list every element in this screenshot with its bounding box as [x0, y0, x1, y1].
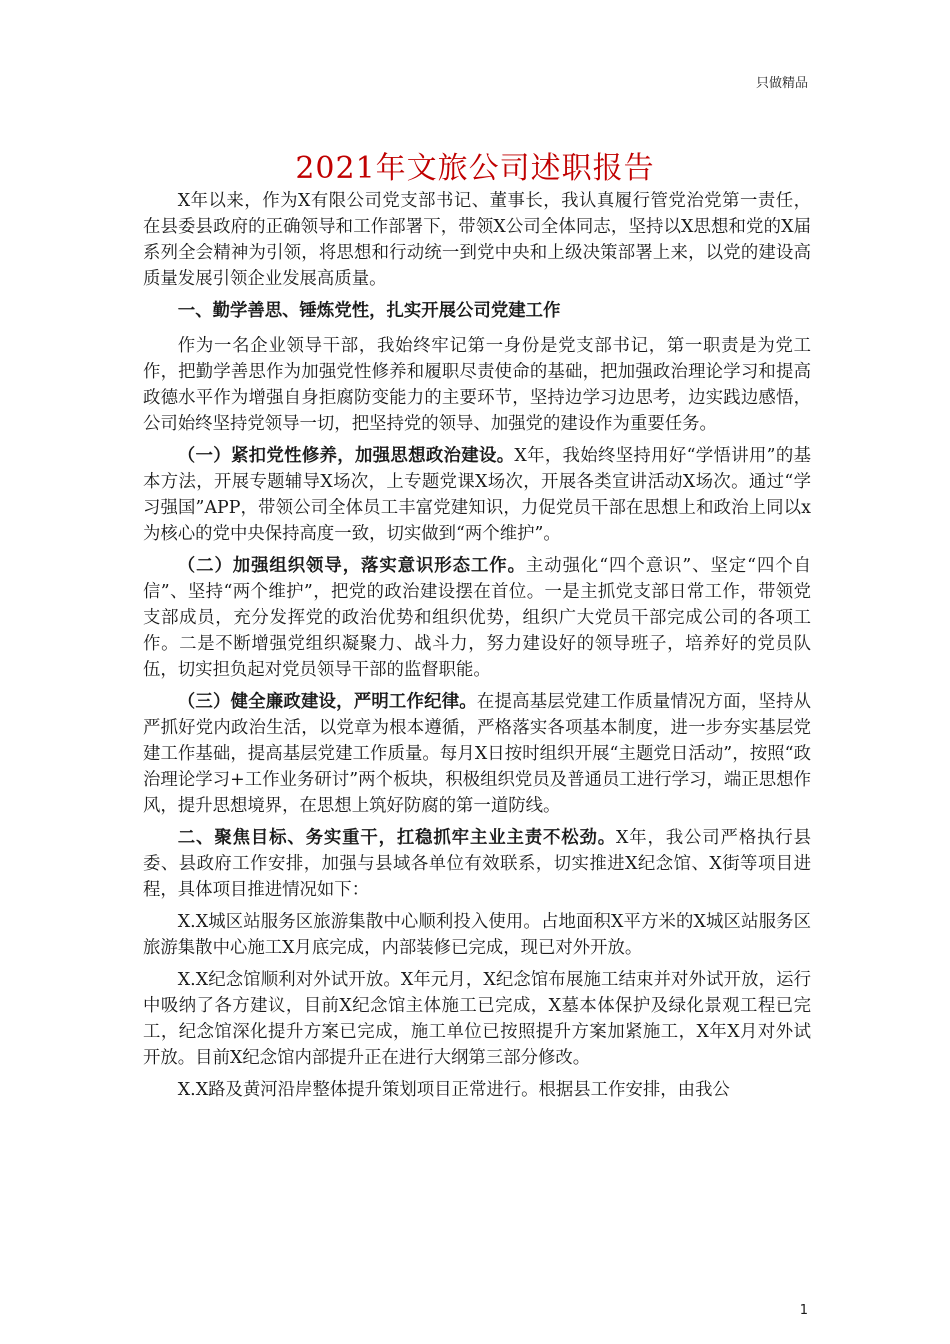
paragraph-subsection-1: （一）紧扣党性修养，加强思想政治建设。X年，我始终坚持用好“学悟讲用”的基本方法，开展专题辅导X场次，上专题党课X场次，开展各类宣讲活动X场次。通过“学习强国”APP，带领公司全体员工丰富党建知识，力促党员干部在思想上和政治上同以x为核心的党中央保持高度一致，切实做到“两个维护”。	[143, 446, 811, 544]
paragraph-subsection-3: （三）健全廉政建设，严明工作纪律。在提高基层党建工作质量情况方面，坚持从严抓好党内政治生活，以党章为根本遵循，严格落实各项基本制度，进一步夯实基层党建工作基础，提高基层党建工作质量。每月X日按时组织开展“主题党日活动”，按照“政治理论学习+工作业务研讨”两个板块，积极组织党员及普通员工进行学习，端正思想作风，提升思想境界，在思想上筑好防腐的第一道防线。	[143, 692, 811, 816]
paragraph-section-2: 二、聚焦目标、务实重干，扛稳抓牢主业主责不松劲。X年，我公司严格执行县委、县政府工作安排，加强与县域各单位有效联系，切实推进X纪念馆、X街等项目进程，具体项目推进情况如下：	[143, 828, 811, 900]
paragraph-project-1: X.X城区站服务区旅游集散中心顺利投入使用。占地面积X平方米的X城区站服务区旅游集散中心施工X月底完成，内部装修已完成，现已对外开放。	[143, 912, 811, 958]
document-body	[143, 188, 811, 1109]
document-title: 2021年文旅公司述职报告	[295, 151, 655, 186]
page-number: 1	[799, 1303, 808, 1318]
paragraph-project-3: X.X路及黄河沿岸整体提升策划项目正常进行。根据县工作安排，由我公	[177, 1080, 730, 1100]
paragraph-intro: X年以来，作为X有限公司党支部书记、董事长，我认真履行管党治党第一责任，在县委县政府的正确领导和工作部署下，带领X公司全体同志，坚持以X思想和党的X届系列全会精神为引领，将思想和行动统一到党中央和上级决策部署上来，以党的建设高质量发展引领企业发展高质量。	[143, 191, 811, 289]
paragraph-subsection-2: （二）加强组织领导，落实意识形态工作。主动强化“四个意识”、坚定“四个自信”、坚持“两个维护”，把党的政治建设摆在首位。一是主抓党支部日常工作，带领党支部成员，充分发挥党的政治优势和组织优势，组织广大党员干部完成公司的各项工作。二是不断增强党组织凝聚力、战斗力，努力建设好的领导班子，培养好的党员队伍，切实担负起对党员领导干部的监督职能。	[143, 556, 811, 680]
paragraph-project-2: X.X纪念馆顺利对外试开放。X年元月，X纪念馆布展施工结束并对外试开放，运行中吸纳了各方建议，目前X纪念馆主体施工已完成，X墓本体保护及绿化景观工程已完工，纪念馆深化提升方案已完成，施工单位已按照提升方案加紧施工，X年X月对外试开放。目前X纪念馆内部提升正在进行大纲第三部分修改。	[143, 970, 811, 1068]
header-note: 只做精品	[755, 76, 808, 91]
section-heading-1: 一、勤学善思、锤炼党性，扎实开展公司党建工作	[177, 301, 561, 321]
paragraph: 作为一名企业领导干部，我始终牢记第一身份是党支部书记，第一职责是为党工作，把勤学善思作为加强党性修养和履职尽责使命的基础，把加强政治理论学习和提高政德水平作为增强自身拒腐防变能力的主要环节，坚持边学习边思考，边实践边感悟，公司始终坚持党领导一切，把坚持党的领导、加强党的建设作为重要任务。	[143, 336, 811, 434]
